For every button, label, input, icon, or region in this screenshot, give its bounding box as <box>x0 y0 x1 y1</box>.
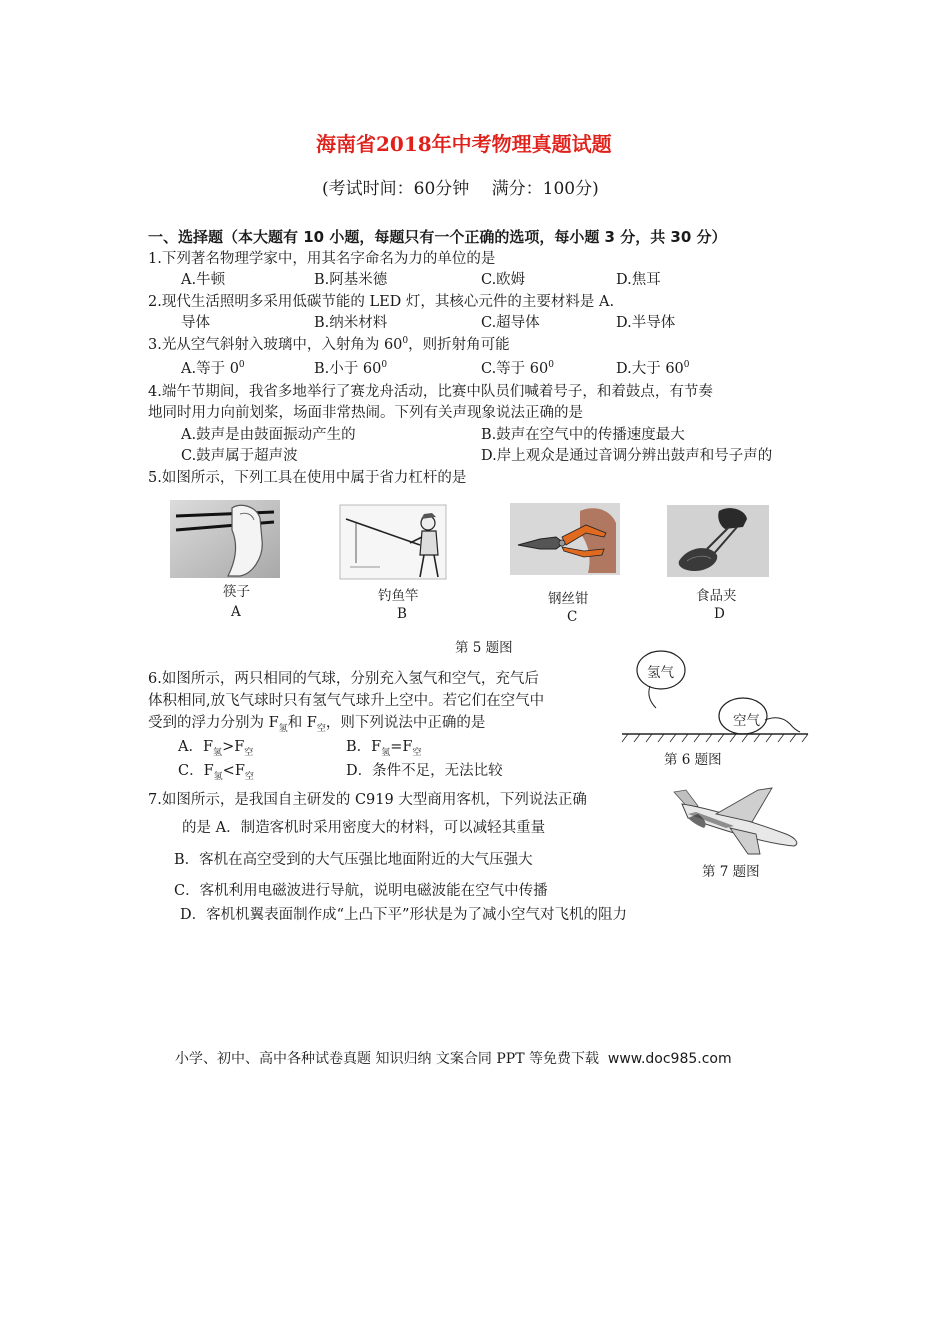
balloon-air-label: 空气 <box>733 713 760 729</box>
section-heading: 一、选择题（本大题有 10 小题，每题只有一个正确的选项，每小题 3 分，共 30 分） <box>148 228 727 246</box>
q6-stem-line2: 体积相同,放飞气球时只有氢气气球升上空中。若它们在空气中 <box>148 693 545 709</box>
q6-stem-tail: ，则下列说法中正确的是 <box>325 715 486 731</box>
q6-option-d: D．条件不足，无法比较 <box>346 763 503 779</box>
q1-option-d: D.焦耳 <box>616 272 661 288</box>
q5-stem: 5.如图所示，下列工具在使用中属于省力杠杆的是 <box>148 470 467 486</box>
q4-option-b: B.鼓声在空气中的传播速度最大 <box>481 427 685 443</box>
q3-option-d-degree: 0 <box>683 360 690 371</box>
q4-option-c: C.鼓声属于超声波 <box>181 448 298 464</box>
q3-option-a-text: A.等于 0 <box>181 361 239 377</box>
q6-stem-and: 和 F <box>287 715 317 731</box>
q4-option-a: A.鼓声是由鼓面振动产生的 <box>181 427 356 443</box>
q3-option-b-degree: 0 <box>381 360 388 371</box>
q2-option-b: B.纳米材料 <box>314 315 388 331</box>
tool-c-label: 钢丝钳 <box>548 591 589 607</box>
q1-option-b: B.阿基米德 <box>314 272 388 288</box>
q3-stem-text: 3.光从空气斜射入玻璃中，入射角为 60 <box>148 337 403 353</box>
tool-b-letter: B <box>397 606 407 622</box>
q6-option-c-sub1: 氢 <box>213 771 223 782</box>
q4-stem-line1: 4.端午节期间，我省多地举行了赛龙舟活动，比赛中队员们喊着号子，和着鼓点，有节奏 <box>148 384 713 400</box>
page-title: 海南省2018年中考物理真题试题 <box>316 132 612 156</box>
q7-option-b: B．客机在高空受到的大气压强比地面附近的大气压强大 <box>174 852 533 868</box>
tool-d-label: 食品夹 <box>696 588 737 604</box>
food-tongs-image <box>667 505 769 577</box>
q6-option-c-text: C．F <box>178 763 214 779</box>
q6-stem-text: 受到的浮力分别为 F <box>148 715 279 731</box>
q3-stem-tail: ，则折射角可能 <box>408 337 510 353</box>
q6-sub-air: 空 <box>316 723 326 734</box>
q3-stem <box>148 333 510 354</box>
airplane-image <box>668 784 808 858</box>
pliers-image <box>510 503 620 575</box>
q3-option-c <box>481 357 554 378</box>
q6-stem-line1: 6.如图所示，两只相同的气球，分别充入氢气和空气，充气后 <box>148 671 539 687</box>
tool-a-letter: A <box>231 604 241 620</box>
q6-sub-hydrogen: 氢 <box>278 723 288 734</box>
footer-text <box>175 1048 732 1068</box>
q6-stem-line3 <box>148 711 485 734</box>
q5-figure-caption: 第 5 题图 <box>455 640 513 656</box>
q6-figure-caption: 第 6 题图 <box>664 752 722 768</box>
tool-d-letter: D <box>714 606 725 622</box>
footer-note: 小学、初中、高中各种试卷真题 知识归纳 文案合同 PPT 等免费下载 <box>175 1051 599 1067</box>
q6-option-b-rel: =F <box>390 739 413 755</box>
q6-option-b-text: B．F <box>346 739 382 755</box>
exam-info: (考试时间：60分钟 满分：100分) <box>322 179 599 199</box>
q6-option-c-rel: <F <box>222 763 245 779</box>
q3-option-a-degree: 0 <box>238 360 245 371</box>
q3-option-d <box>616 357 690 378</box>
balloon-hydrogen-label: 氢气 <box>647 665 674 681</box>
q7-option-d: D．客机机翼表面制作成“上凸下平”形状是为了减小空气对飞机的阻力 <box>180 907 627 923</box>
q6-option-a <box>178 735 253 758</box>
q6-option-b-sub2: 空 <box>412 747 422 758</box>
fishing-rod-image <box>340 505 446 579</box>
q3-option-a <box>181 357 245 378</box>
q7-option-c: C．客机利用电磁波进行导航，说明电磁波能在空气中传播 <box>174 883 548 899</box>
tool-b-label: 钓鱼竿 <box>378 588 419 604</box>
q3-option-b <box>314 357 387 378</box>
q2-stem: 2.现代生活照明多采用低碳节能的 LED 灯，其核心元件的主要材料是 A. <box>148 294 615 310</box>
tool-c-letter: C <box>567 609 578 625</box>
q4-option-d: D.岸上观众是通过音调分辨出鼓声和号子声的 <box>481 448 773 464</box>
q6-option-a-sub2: 空 <box>244 747 254 758</box>
q6-option-a-rel: >F <box>222 739 245 755</box>
q3-option-c-text: C.等于 60 <box>481 361 549 377</box>
q1-option-c: C.欧姆 <box>481 272 526 288</box>
q2-option-c: C.超导体 <box>481 315 540 331</box>
q3-degree: 0 <box>402 336 409 347</box>
q4-stem-line2: 地同时用力向前划桨，场面非常热闹。下列有关声现象说法正确的是 <box>148 405 583 421</box>
q6-option-c <box>178 759 254 782</box>
q7-stem-line2: 的是 A．制造客机时采用密度大的材料，可以减轻其重量 <box>182 820 546 836</box>
q2-option-d: D.半导体 <box>616 315 676 331</box>
q7-figure-caption: 第 7 题图 <box>702 864 760 880</box>
q1-option-a: A.牛顿 <box>181 272 226 288</box>
q6-option-c-sub2: 空 <box>244 771 254 782</box>
q3-option-c-degree: 0 <box>548 360 554 371</box>
tool-a-label: 筷子 <box>223 584 250 600</box>
chopsticks-image <box>170 500 280 578</box>
q6-option-b-sub1: 氢 <box>381 747 391 758</box>
q3-option-d-text: D.大于 60 <box>616 361 684 377</box>
q6-option-a-sub1: 氢 <box>213 747 223 758</box>
q3-option-b-text: B.小于 60 <box>314 361 382 377</box>
q7-stem-line1: 7.如图所示，是我国自主研发的 C919 大型商用客机，下列说法正确 <box>148 792 587 808</box>
footer-url[interactable]: www.doc985.com <box>607 1051 732 1067</box>
q6-option-b <box>346 735 421 758</box>
q2-option-a: 导体 <box>181 315 210 331</box>
q6-option-a-text: A．F <box>178 739 214 755</box>
q1-stem: 1.下列著名物理学家中，用其名字命名为力的单位的是 <box>148 251 496 267</box>
